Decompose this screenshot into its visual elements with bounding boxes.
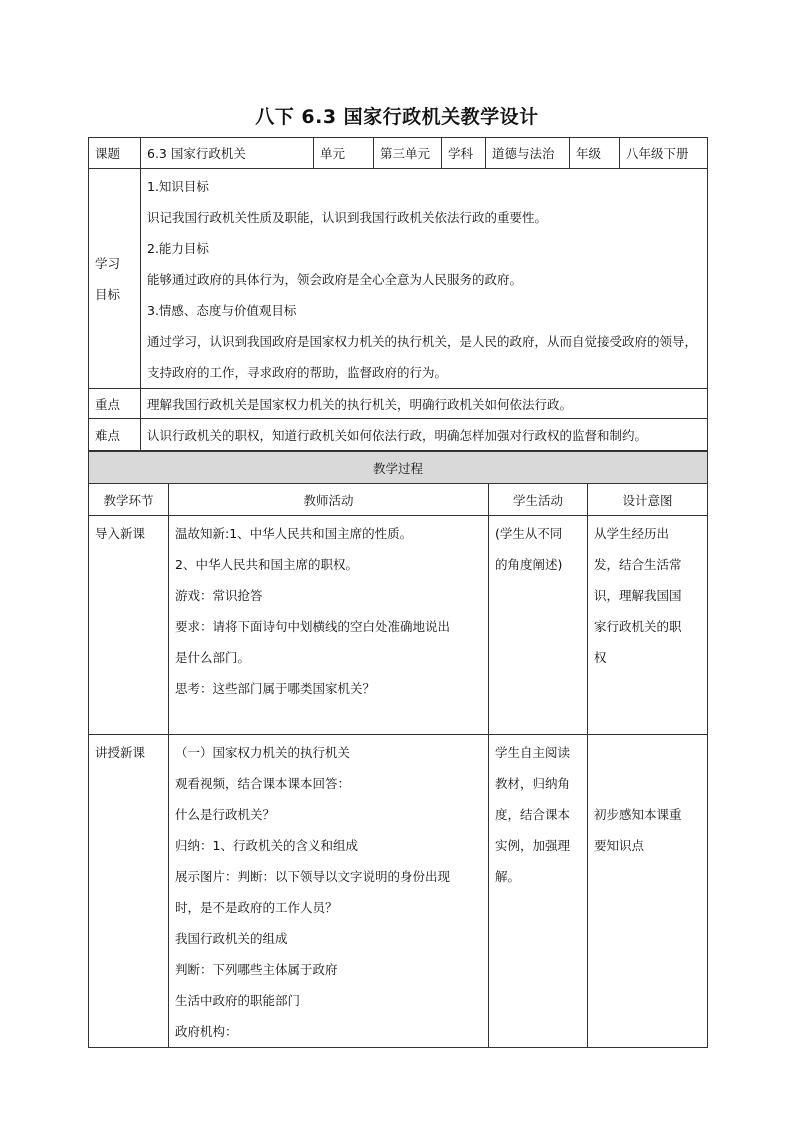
unit-label: 单元 <box>314 138 374 169</box>
grade-value: 八年级下册 <box>620 138 708 169</box>
teacher-line: （一）国家权力机关的执行机关 <box>175 745 351 760</box>
table-row <box>89 735 708 1048</box>
column-header-intent: 设计意图 <box>588 484 708 516</box>
key-point-text: 理解我国行政机关是国家权力机关的执行机关，明确行政机关如何依法行政。 <box>141 389 708 419</box>
intent-line: 从学生经历出 <box>594 526 670 541</box>
teacher-line: 什么是行政机关？ <box>175 807 276 822</box>
column-header-row <box>89 484 708 516</box>
objective-line: 1.知识目标 <box>147 179 209 194</box>
student-activity-cell <box>489 516 588 735</box>
teacher-line: 温故知新:1、中华人民共和国主席的性质。 <box>175 526 413 541</box>
subject-label: 学科 <box>442 138 486 169</box>
teacher-line: 是什么部门。 <box>175 650 251 665</box>
intent-line: 权 <box>594 650 607 665</box>
unit-value: 第三单元 <box>374 138 442 169</box>
objective-paragraph: 通过学习，认识到我国政府是国家权力机关的执行机关，是人民的政府，从而自觉接受政府的领导，支持政府的工作，寻求政府的帮助，监督政府的行为。 <box>147 334 698 380</box>
course-value: 6.3 国家行政机关 <box>141 138 314 169</box>
student-line: 学生自主阅读 <box>495 745 571 760</box>
teacher-line: 政府机构： <box>175 1024 238 1039</box>
objective-line: 识记我国行政机关性质及职能，认识到我国行政机关依法行政的重要性。 <box>147 210 548 225</box>
process-header: 教学过程 <box>89 452 708 484</box>
teacher-line: 生活中政府的职能部门 <box>175 993 301 1008</box>
objective-line: 能够通过政府的具体行为，领会政府是全心全意为人民服务的政府。 <box>147 272 523 287</box>
teacher-line: 展示图片：判断：以下领导以文字说明的身份出现 <box>175 869 451 884</box>
header-row <box>89 138 708 169</box>
process-header-row <box>89 452 708 484</box>
column-header-student: 学生活动 <box>489 484 588 516</box>
process-table <box>88 451 708 1048</box>
intent-line: 要知识点 <box>594 838 645 853</box>
page-title: 八下 6.3 国家行政机关教学设计 <box>255 106 539 128</box>
key-point-row <box>89 389 708 419</box>
teacher-line: 2、中华人民共和国主席的职权。 <box>175 557 358 572</box>
key-point-label: 重点 <box>89 389 141 419</box>
objectives-label-line2: 目标 <box>95 286 121 302</box>
stage-cell: 讲授新课 <box>89 735 169 1048</box>
teacher-activity-cell <box>169 516 489 735</box>
teacher-line: 要求：请将下面诗句中划横线的空白处准确地说出 <box>175 619 451 634</box>
subject-value: 道德与法治 <box>486 138 570 169</box>
teacher-line: 思考：这些部门属于哪类国家机关？ <box>175 681 376 696</box>
design-intent-cell <box>588 516 708 735</box>
design-intent-cell <box>588 735 708 1048</box>
info-table <box>88 137 708 451</box>
student-activity-cell <box>489 735 588 1048</box>
grade-label: 年级 <box>570 138 620 169</box>
intent-line: 发，结合生活常 <box>594 557 682 572</box>
student-line: 的角度阐述) <box>495 557 563 572</box>
teacher-line: 归纳：1、行政机关的含义和组成 <box>175 838 358 853</box>
student-line: 教材，归纳角 <box>495 776 571 791</box>
objective-line: 2.能力目标 <box>147 241 209 256</box>
column-header-stage: 教学环节 <box>89 484 169 516</box>
teacher-line: 判断：下列哪些主体属于政府 <box>175 962 338 977</box>
objectives-content <box>141 169 708 389</box>
table-row <box>89 516 708 735</box>
student-line: (学生从不同 <box>495 526 563 541</box>
stage-cell: 导入新课 <box>89 516 169 735</box>
difficulty-text: 认识行政机关的职权，知道行政机关如何依法行政，明确怎样加强对行政权的监督和制约。 <box>141 419 708 451</box>
intent-line: 家行政机关的职 <box>594 619 682 634</box>
objectives-label <box>89 169 141 389</box>
teacher-line: 时，是不是政府的工作人员？ <box>175 900 338 915</box>
difficulty-row <box>89 419 708 451</box>
difficulty-label: 难点 <box>89 419 141 451</box>
student-line: 度，结合课本 <box>495 807 571 822</box>
column-header-teacher: 教师活动 <box>169 484 489 516</box>
teacher-line: 我国行政机关的组成 <box>175 931 288 946</box>
teacher-line: 观看视频，结合课本课本回答： <box>175 776 351 791</box>
intent-line: 识，理解我国国 <box>594 588 682 603</box>
objectives-label-line1: 学习 <box>95 255 121 271</box>
objective-line: 3.情感、态度与价值观目标 <box>147 303 297 318</box>
teacher-activity-cell <box>169 735 489 1048</box>
teacher-line: 游戏：常识抢答 <box>175 588 263 603</box>
intent-line: 初步感知本课重 <box>594 807 682 822</box>
intent-spacer <box>594 737 701 799</box>
objectives-row <box>89 169 708 389</box>
student-line: 解。 <box>495 869 521 884</box>
course-label: 课题 <box>89 138 141 169</box>
student-line: 实例，加强理 <box>495 838 571 853</box>
